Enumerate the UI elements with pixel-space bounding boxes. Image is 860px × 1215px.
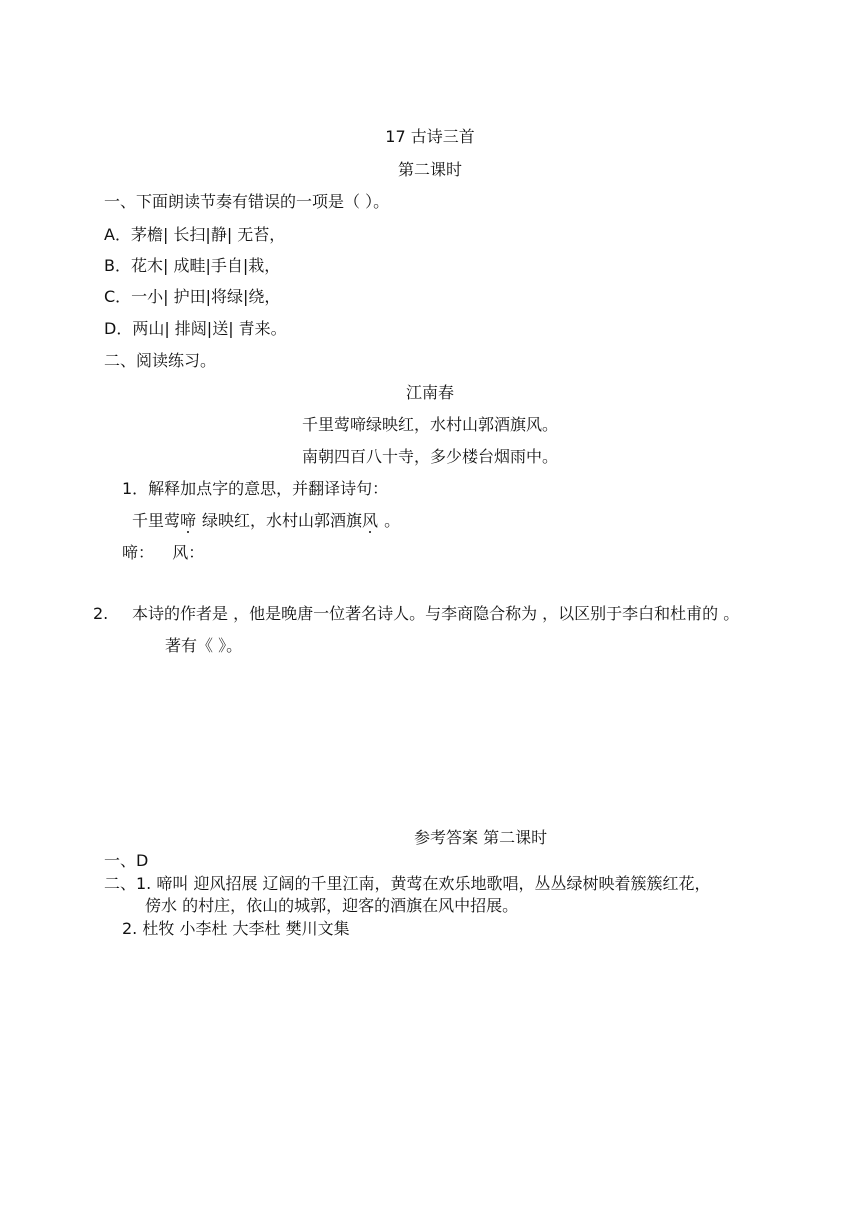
q2-sub2-text-line2: 著有《 》。 xyxy=(165,636,243,655)
answers-title: 参考答案 第二课时 xyxy=(414,828,548,847)
page-subtitle: 第二课时 xyxy=(397,160,462,179)
blank-label-feng: 风： xyxy=(172,543,205,562)
sentence-part-a: 千里莺 xyxy=(132,511,181,530)
answer-2-sub2: 2. 杜牧 小李杜 大李杜 樊川文集 xyxy=(122,919,350,938)
q2-sub1-blanks xyxy=(122,545,204,561)
poem-title: 江南春 xyxy=(405,383,454,402)
blank-label-ti: 啼： xyxy=(122,543,155,562)
dotted-char-feng: 风 xyxy=(362,511,379,530)
page-title: 17 古诗三首 xyxy=(385,127,475,146)
sentence-part-b: 绿映红，水村山郭酒旗 xyxy=(202,511,363,530)
q2-sub1-sentence xyxy=(132,513,400,529)
poem-line-2: 南朝四百八十寺，多少楼台烟雨中。 xyxy=(301,447,558,466)
q1-option-d: D．两山| 排闼|送| 青来。 xyxy=(104,319,287,338)
q1-option-a: A．茅檐| 长扫|静| 无苔， xyxy=(104,225,286,244)
q2-heading: 二、阅读练习。 xyxy=(104,351,217,370)
q2-sub1-prompt: 1．解释加点字的意思，并翻译诗句： xyxy=(122,479,389,498)
q1-prompt: 一、下面朗读节奏有错误的一项是（ ）。 xyxy=(104,192,390,211)
poem-line-1: 千里莺啼绿映红，水村山郭酒旗风。 xyxy=(301,415,558,434)
dotted-char-ti: 啼 xyxy=(180,511,197,530)
q1-option-c: C．一小| 护田|将绿|绕， xyxy=(104,287,281,306)
q2-sub2-number: 2. xyxy=(93,604,109,623)
q2-sub2-text: 本诗的作者是 ，他是晚唐一位著名诗人。与李商隐合称为 ，以区别于李白和杜甫的 。 xyxy=(132,604,740,623)
answer-2-line-1: 二、1. 啼叫 迎风招展 辽阔的千里江南，黄莺在欢乐地歌唱，丛丛绿树映着簇簇红花， xyxy=(104,874,711,893)
sentence-part-c: 。 xyxy=(384,511,401,530)
q1-option-b: B．花木| 成畦|手自|栽， xyxy=(104,256,281,275)
answer-1: 一、D xyxy=(104,851,149,870)
answer-2-line-2: 傍水 的村庄，依山的城郭，迎客的酒旗在风中招展。 xyxy=(145,896,519,915)
